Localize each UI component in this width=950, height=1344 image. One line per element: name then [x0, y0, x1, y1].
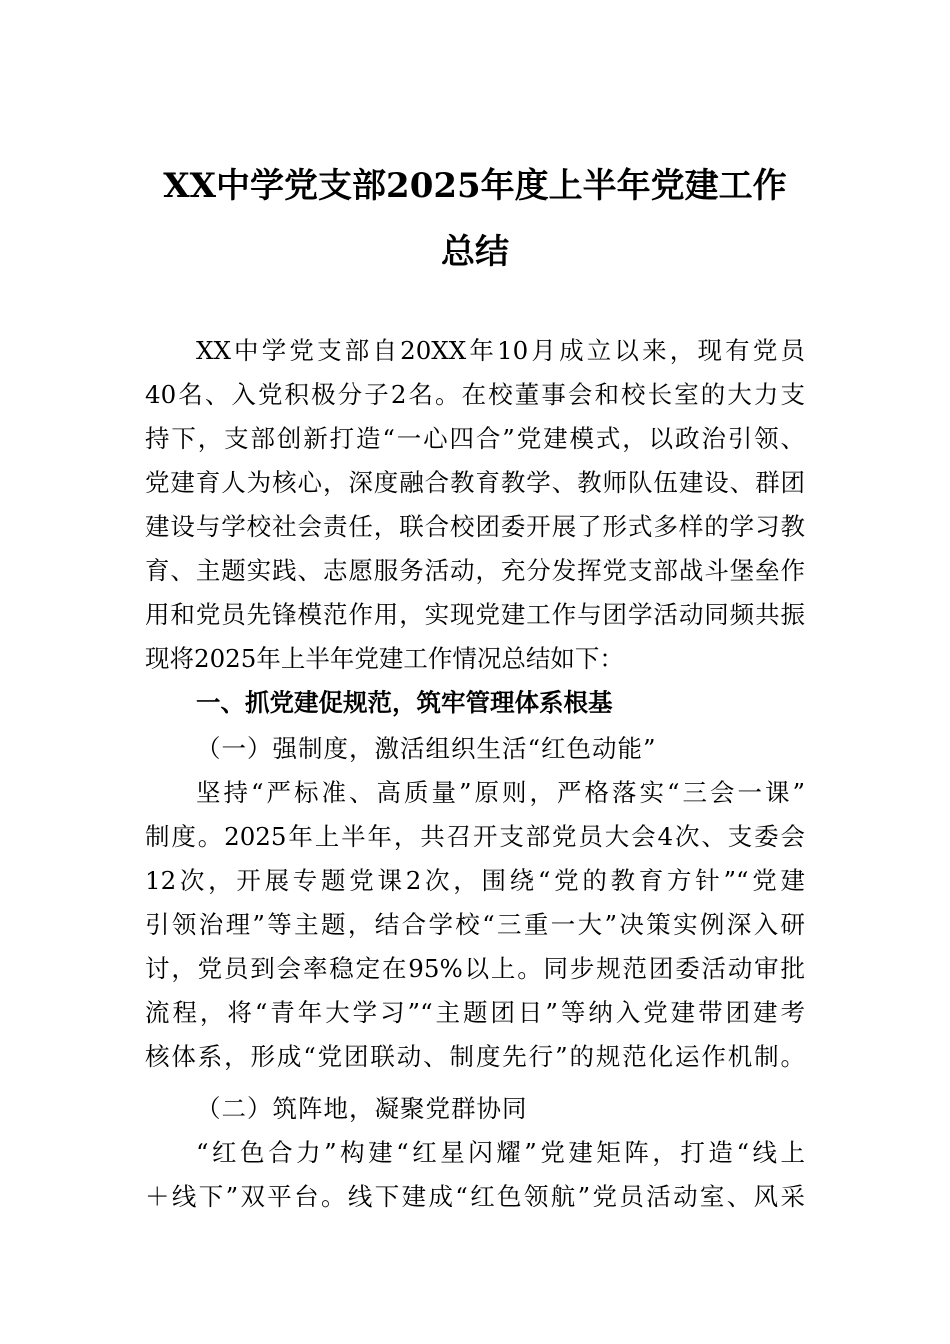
paragraph-line: ＋线下”双平台。线下建成“红色领航”党员活动室、风采 [145, 1182, 805, 1211]
paragraph-line: 制度。2025年上半年，共召开支部党员大会4次、支委会 [145, 822, 805, 851]
paragraph-line: “红色合力”构建“红星闪耀”党建矩阵，打造“线上 [196, 1138, 805, 1167]
intro-line: 持下，支部创新打造“一心四合”党建模式，以政治引领、 [145, 424, 805, 453]
document-title-continued: 总结 [441, 232, 509, 272]
paragraph-line: 引领治理”等主题，结合学校“三重一大”决策实例深入研 [145, 910, 805, 939]
paragraph-line: 流程，将“青年大学习”“主题团日”等纳入党建带团建考 [145, 998, 805, 1027]
intro-line: 建设与学校社会责任，联合校团委开展了形式多样的学习教 [145, 512, 805, 541]
intro-line: 育、主题实践、志愿服务活动，充分发挥党支部战斗堡垒作 [145, 556, 805, 585]
paragraph-line: 坚持“严标准、高质量”原则，严格落实“三会一课” [196, 778, 805, 807]
subsection-heading: （一）强制度，激活组织生活“红色动能” [196, 734, 657, 763]
intro-line: 用和党员先锋模范作用，实现党建工作与团学活动同频共振 [145, 600, 805, 629]
paragraph-line: 讨，党员到会率稳定在95%以上。同步规范团委活动审批 [145, 954, 805, 983]
intro-line: XX中学党支部自20XX年10月成立以来，现有党员 [196, 336, 805, 365]
paragraph-line: 核体系，形成“党团联动、制度先行”的规范化运作机制。 [145, 1042, 805, 1071]
intro-line: 党建育人为核心，深度融合教育教学、教师队伍建设、群团 [145, 468, 805, 497]
intro-line: 现将2025年上半年党建工作情况总结如下： [145, 644, 624, 673]
subsection-heading: （二）筑阵地，凝聚党群协同 [196, 1094, 528, 1123]
document-title: XX中学党支部2025年度上半年党建工作 [163, 166, 787, 206]
section-heading: 一、抓党建促规范，筑牢管理体系根基 [196, 688, 613, 717]
paragraph-line: 12次，开展专题党课2次，围绕“党的教育方针”“党建 [145, 866, 805, 895]
intro-line: 40名、入党积极分子2名。在校董事会和校长室的大力支 [145, 380, 805, 409]
